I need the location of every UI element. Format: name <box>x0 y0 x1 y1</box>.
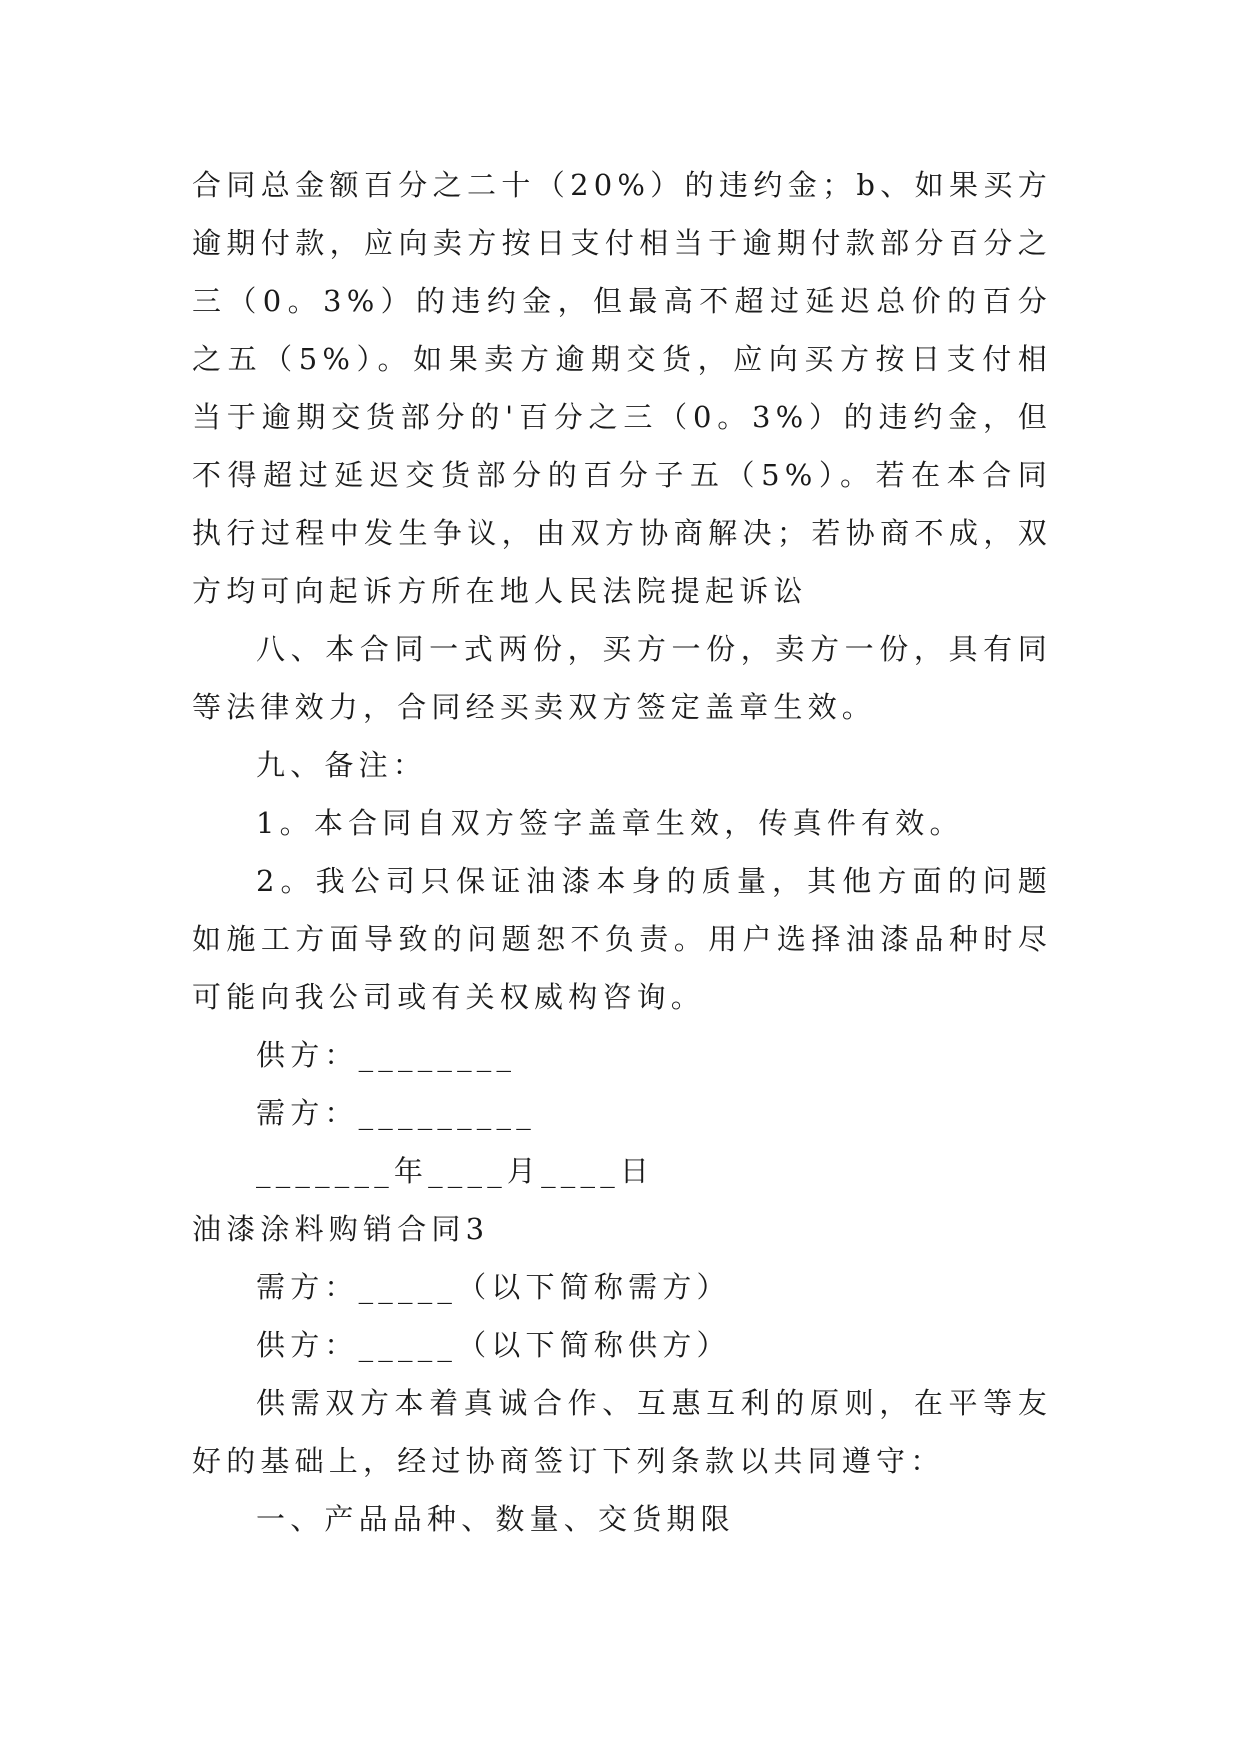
paragraph-clause-nine-heading: 九、备注： <box>256 748 428 782</box>
section-title: 油漆涂料购销合同3 <box>192 1212 490 1246</box>
paragraph-penalty-clause: 合同总金额百分之二十（20%）的违约金；b、如果买方逾期付款，应向卖方按日支付相当于逾期付款部分百分之三（0。3%）的违约金，但最高不超过延迟总价的百分之五（5%）。如果卖方逾期交货，应向买方按日支付相当于逾期交货部分的'百分之三（0。3%）的违约金，但不得超过延迟交货部分的百分子五（5%）。若在本合同执行过程中发生争议，由双方协商解决；若协商不成，双方均可向起诉方所在地人民法院提起诉讼 <box>192 168 1052 608</box>
paragraph-note-one: 1。本合同自双方签字盖章生效，传真件有效。 <box>256 806 964 840</box>
supplier-party-line: 供方：_____（以下简称供方） <box>256 1328 731 1362</box>
document-body <box>192 156 1052 1548</box>
buyer-party-line: 需方：_____（以下简称需方） <box>256 1270 731 1304</box>
date-line: _______年____月____日 <box>256 1154 655 1188</box>
paragraph-clause-one-heading: 一、产品品种、数量、交货期限 <box>256 1502 735 1536</box>
paragraph-note-two: 2。我公司只保证油漆本身的质量，其他方面的问题如施工方面导致的问题恕不负责。用户选择油漆品种时尽可能向我公司或有关权威构咨询。 <box>192 864 1052 1014</box>
paragraph-preamble: 供需双方本着真诚合作、互惠互利的原则，在平等友好的基础上，经过协商签订下列条款以共同遵守： <box>192 1386 1052 1478</box>
supplier-signature-line: 供方：________ <box>256 1038 517 1072</box>
paragraph-clause-eight: 八、本合同一式两份，买方一份，卖方一份，具有同等法律效力，合同经买卖双方签定盖章生效。 <box>192 632 1052 724</box>
buyer-signature-line: 需方：_________ <box>256 1096 536 1130</box>
